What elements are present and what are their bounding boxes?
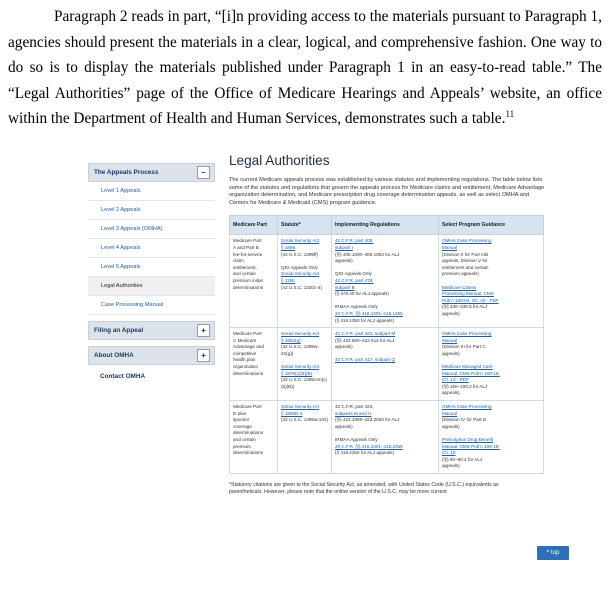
cell-line: (42 U.S.C. 1395w- <box>281 344 319 350</box>
cell-line: claim, <box>233 258 245 264</box>
column-header: Medicare Part <box>230 216 278 235</box>
cell-line <box>442 278 540 285</box>
cell-line: A and Part B <box>233 244 259 250</box>
citation-link[interactable]: § 1852(g) <box>281 337 301 343</box>
page-title: Legal Authorities <box>229 153 330 168</box>
cell-line: (§ 418.1350 for ALJ appeals) <box>335 317 394 323</box>
sidebar-item[interactable]: Case Processing Manual <box>88 296 215 315</box>
statute-cell <box>278 235 332 328</box>
cell-line: appeals) <box>442 423 460 429</box>
table-row <box>230 235 544 328</box>
table-row <box>230 328 544 401</box>
cell-line <box>335 351 435 358</box>
citation-link[interactable]: Social Security Act <box>281 271 320 277</box>
sidebar-items <box>88 182 215 315</box>
sidebar-item[interactable]: Level 3 Appeals (OMHA) <box>88 220 215 239</box>
citation-link[interactable]: Pub’n 100-04, Ch. 29 - PDF <box>442 297 499 303</box>
cell-line: (§§ 422.600–422.612 for ALJ <box>335 337 395 343</box>
cell-line: entitlement, <box>233 264 257 270</box>
guidance-cell <box>439 328 544 401</box>
sidebar-nav <box>88 163 215 380</box>
guidance-cell <box>439 235 544 328</box>
cell-line: QIO Appeals Only <box>281 264 318 270</box>
cell-line: (Division III for Part C <box>442 344 486 350</box>
citation-link[interactable]: Social Security Act <box>281 238 320 244</box>
cell-line: Medicare Part <box>233 238 262 244</box>
collapse-icon[interactable]: − <box>197 166 210 179</box>
citation-link[interactable]: § 1155 <box>281 277 295 283</box>
cell-line: determinations <box>233 370 264 376</box>
cell-line: (§§ 100–100.2 for ALJ <box>442 383 488 389</box>
regs-cell <box>332 328 439 401</box>
citation-link[interactable]: Prescription Drug Benefit <box>442 437 494 442</box>
cell-line: appeals) <box>335 344 353 350</box>
cell-line: and certain <box>233 437 256 442</box>
table-footnote: *Statutory citations are given to the Social Security Act, as amended, with United States Code (U.S.C.) equivalents as parentheticals. However, please note that the online version of the U.S.C. may be more current <box>229 481 499 495</box>
cell-line: IRMAA Appeals Only <box>335 437 378 442</box>
cell-line <box>442 357 540 364</box>
cell-line: fee-for-service <box>233 251 263 257</box>
cell-line: health plan <box>233 357 256 363</box>
citation-link[interactable]: Social Security Act <box>281 364 320 370</box>
citation-link[interactable]: OMHA Case Processing <box>442 404 492 410</box>
cell-line: entitlement and certain <box>442 264 489 270</box>
sidebar-item[interactable]: Level 4 Appeals <box>88 239 215 258</box>
sidebar-item[interactable]: Level 1 Appeals <box>88 182 215 201</box>
citation-link[interactable]: § 1869 <box>281 244 296 250</box>
citation-link[interactable]: Manual <box>442 337 458 343</box>
cell-line: competitive <box>233 350 257 356</box>
expand-icon[interactable]: + <box>197 349 210 362</box>
cell-line: (42 U.S.C. 1320c-4) <box>281 284 322 290</box>
citation-link[interactable]: 20 C.F.R. §§ 418.2301–418.2355 <box>335 443 403 449</box>
citation-link[interactable]: Manual, CMS Pub’n 100-16, <box>442 370 500 376</box>
citation-link[interactable]: Manual <box>442 410 458 416</box>
guidance-cell <box>439 401 544 474</box>
cell-line: (§§ 80–90.4 for ALJ <box>442 456 483 462</box>
cell-line: appeals) <box>442 463 460 469</box>
cell-line: (5)(B)) <box>281 383 295 389</box>
cell-line: (42 U.S.C. 1395ff) <box>281 251 318 257</box>
cell-line: sponsor <box>233 417 250 423</box>
citation-link[interactable]: § 1876(c)(5)(B) <box>281 370 313 376</box>
cell-line: appeals) <box>442 390 460 396</box>
statute-cell <box>278 401 332 474</box>
table-row <box>230 401 544 474</box>
cell-line: (Division II for Part A/B <box>442 251 489 257</box>
cell-line: appeals) <box>442 350 460 356</box>
cell-line: appeals) <box>335 258 353 264</box>
footnote-marker: 11 <box>505 109 515 120</box>
cell-line: determinations <box>233 450 264 456</box>
column-header: Implementing Regulations <box>332 216 439 235</box>
intro-text: The current Medicare appeals process was established by various statutes and implementing regulations. The table below lists some of the statutes and regulations that govern the appeals process for Medicare claims and entitlement, Medicare Advantage organization determination, and Medicare prescription drug coverage determination appeals, as well as select OMHA and Centers for Medicare & Medicaid (CMS) program guidance. <box>229 177 545 206</box>
cell-line <box>281 258 328 265</box>
medicare-part-cell <box>230 401 278 474</box>
cell-line: premium appeals) <box>442 271 479 277</box>
citation-link[interactable]: 42 C.F.R. part 417, subpart Q <box>335 357 396 363</box>
back-to-top-button[interactable]: ^ top <box>537 546 569 560</box>
cell-line: QIO Appeals Only <box>335 271 372 277</box>
citation-link[interactable]: 42 C.F.R. part 478, <box>335 277 374 283</box>
citation-link[interactable]: Social Security Act <box>281 404 320 410</box>
cell-line: determinations <box>233 430 264 436</box>
sidebar-item[interactable]: Level 5 Appeals <box>88 258 215 277</box>
citation-link[interactable]: subparts M and U <box>335 410 372 416</box>
cell-line: determinations <box>233 284 264 290</box>
medicare-part-cell <box>230 235 278 328</box>
cell-line: premium initial <box>233 277 263 283</box>
cell-line: and certain <box>233 271 256 277</box>
citation-link[interactable]: OMHA Case Processing <box>442 238 492 244</box>
cell-line: (§§ 423.1968–423.2063 for ALJ <box>335 417 400 423</box>
cell-line: C Medicare <box>233 337 257 343</box>
sidebar-item[interactable]: Legal Authorities <box>88 277 215 296</box>
cell-line: Advantage and <box>233 344 264 350</box>
cell-line: (42 U.S.C. 1395mm(c) <box>281 377 327 383</box>
sidebar-section-about[interactable] <box>88 346 215 365</box>
column-header: Select Program Guidance <box>439 216 544 235</box>
legal-authorities-table <box>229 215 544 474</box>
sidebar-section-appeals-process[interactable] <box>88 163 215 182</box>
citation-link[interactable]: 42 C.F.R. part 422, subpart M <box>335 331 396 337</box>
website-screenshot <box>88 151 560 571</box>
cell-line: IRMAA Appeals Only <box>335 304 378 310</box>
citation-link[interactable]: OMHA Case Processing <box>442 331 492 337</box>
citation-link[interactable]: Social Security Act <box>281 331 320 337</box>
citation-link[interactable]: subpart I <box>335 244 353 250</box>
citation-link[interactable]: Manual <box>442 244 458 250</box>
cell-line: (Division IV for Part D <box>442 417 487 423</box>
cell-line: coverage <box>233 423 252 429</box>
cell-line: Medicare Part <box>233 331 262 337</box>
citation-link[interactable]: subpart B <box>335 284 355 290</box>
cell-line <box>281 357 328 364</box>
sidebar-contact-link[interactable]: Contact OMHA <box>100 373 146 380</box>
cell-line: 22(g)) <box>281 350 294 356</box>
citation-link[interactable]: Medicare Managed Care <box>442 364 493 370</box>
paragraph-text: Paragraph 2 reads in part, “[i]n providing access to the materials pursuant to Paragraph 1, agencies should present the materials in a clear, logical, and comprehensive fashion. One way to do so is to display the materials published under Paragraph 1 in an easy-to-read table.” The “Legal Authorities” page of the Office of Medicare Hearings and Appeals’ website, an office within the Department of Health and Human Services, demonstrates such a table. <box>8 8 602 128</box>
cell-line: (§§ 330–330.5 for ALJ <box>442 304 488 310</box>
regs-cell <box>332 401 439 474</box>
cell-line <box>335 298 435 305</box>
cell-line: appeals) <box>335 423 353 429</box>
statute-cell <box>278 328 332 401</box>
table-header-row <box>230 216 544 235</box>
sidebar-section-filing[interactable] <box>88 321 215 340</box>
cell-line: D plan <box>233 410 247 416</box>
cell-line: appeals) <box>442 310 460 316</box>
cell-line: premium <box>233 443 251 449</box>
cell-line: organization <box>233 364 259 370</box>
cell-line: (§ 418.2350 for ALJ appeals) <box>335 450 394 456</box>
table-body <box>230 235 544 474</box>
cell-line <box>442 430 540 437</box>
main-content <box>229 151 550 496</box>
cell-line <box>335 430 435 437</box>
cell-line <box>335 265 435 272</box>
citation-link[interactable]: Ch. 18 <box>442 450 456 456</box>
citation-link[interactable]: Processing Manual, CMS <box>442 291 494 297</box>
expand-icon[interactable]: + <box>197 324 210 337</box>
cell-line: 42 C.F.R. part 423, <box>335 404 374 410</box>
cell-line: Medicare Part <box>233 404 262 410</box>
medicare-part-cell <box>230 328 278 401</box>
regs-cell <box>332 235 439 328</box>
sidebar-section-label: The Appeals Process <box>94 169 159 176</box>
citation-link[interactable]: Manual, CMS Pub’n 100-18, <box>442 443 500 449</box>
body-paragraph <box>8 4 602 132</box>
cell-line: appeals, Division V for <box>442 258 488 264</box>
citation-link[interactable]: § 1860D-4 <box>281 410 303 416</box>
cell-line: (§§ 405.1000–405.1063 for ALJ <box>335 251 400 257</box>
column-header: Statute* <box>278 216 332 235</box>
sidebar-item[interactable]: Level 2 Appeals <box>88 201 215 220</box>
cell-line: (42 U.S.C. 1395w-104) <box>281 417 328 423</box>
citation-link[interactable]: 42 C.F.R. part 405, <box>335 238 374 244</box>
sidebar-section-label: About OMHA <box>94 352 134 359</box>
citation-link[interactable]: Medicare Claims <box>442 284 477 290</box>
citation-link[interactable]: 20 C.F.R. §§ 418.1301–418.1355 <box>335 310 403 316</box>
cell-line: (§ 478.40 for ALJ appeals) <box>335 291 389 297</box>
sidebar-section-label: Filing an Appeal <box>94 327 144 334</box>
citation-link[interactable]: Ch. 13 - PDF <box>442 377 469 383</box>
